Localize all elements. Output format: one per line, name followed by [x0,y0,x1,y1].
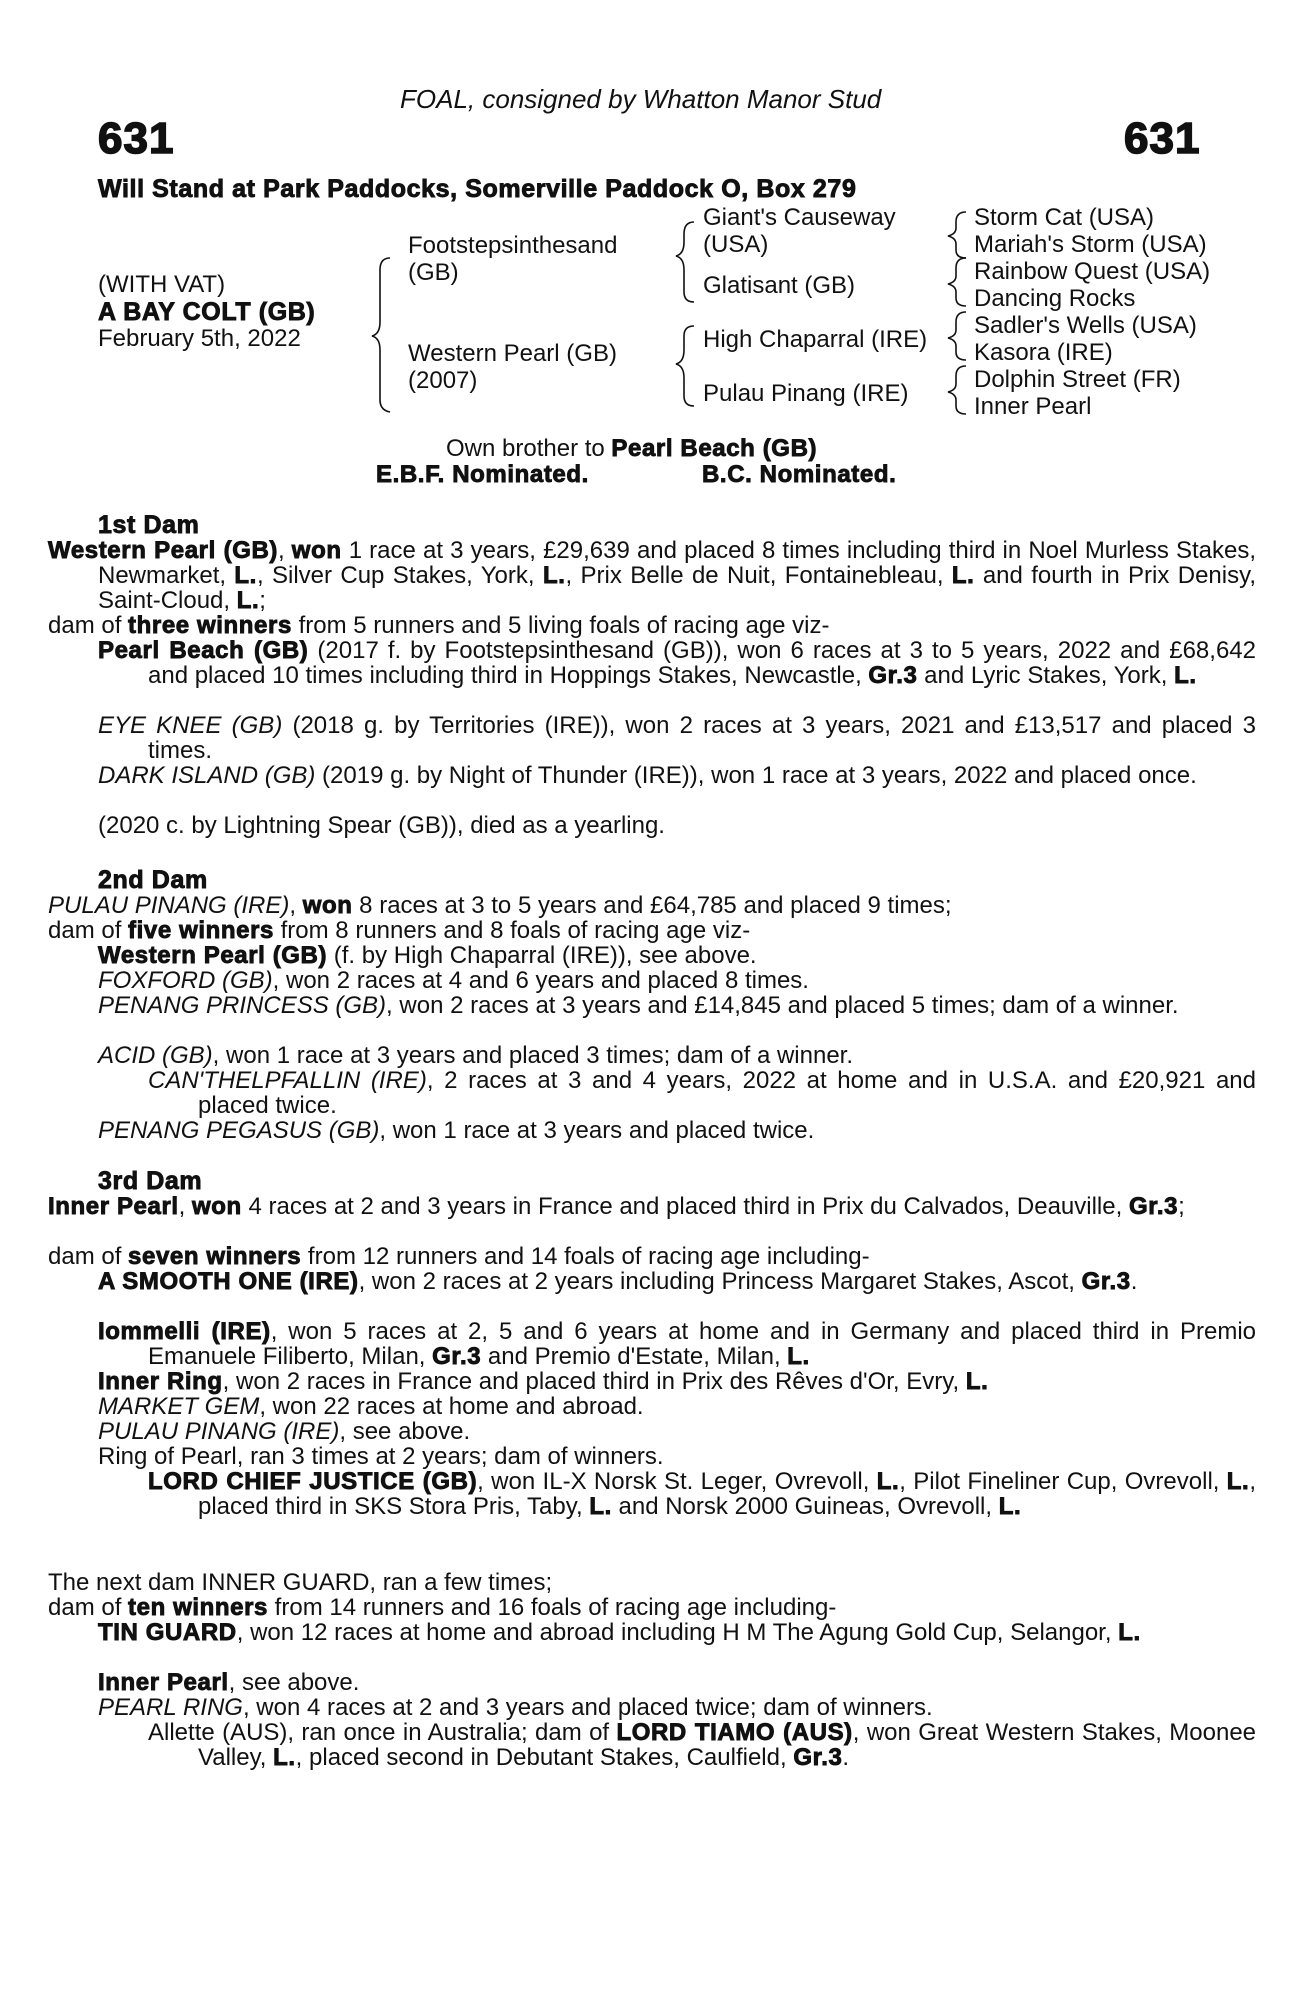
sire-country: (GB) [408,259,459,286]
sire-sire-country: (USA) [703,231,769,258]
dam-dam: Pulau Pinang (IRE) [703,380,909,407]
lot-number-right: 631 [1124,114,1201,163]
horse-name: A BAY COLT (GB) [98,298,316,326]
produce-pearl-ring: PEARL RING, won 4 races at 2 and 3 years and placed twice; dam of winners. [98,1694,933,1721]
next-dam-record: The next dam INNER GUARD, ran a few times; [48,1569,553,1596]
third-dam-record: Inner Pearl, won 4 races at 2 and 3 years in France and placed third in Prix du Calvados, Deauville, Gr.3; [48,1193,1185,1220]
second-dam-heading: 2nd Dam [98,866,208,894]
produce-acid: ACID (GB), won 1 race at 3 years and placed 3 times; dam of a winner. [98,1042,854,1069]
ggp-5: Sadler's Wells (USA) [974,312,1197,339]
ebf-nomination: E.B.F. Nominated. [376,461,589,488]
ggp-6: Kasora (IRE) [974,339,1113,366]
produce-tin-guard: TIN GUARD, won 12 races at home and abroad including H M The Agung Gold Cup, Selangor, L. [98,1619,1141,1646]
lot-number-left: 631 [98,114,175,163]
produce-inner-ring: Inner Ring, won 2 races in France and placed third in Prix des Rêves d'Or, Evry, L. [98,1368,989,1395]
produce-lord-chief-justice: LORD CHIEF JUSTICE (GB), won IL-X Norsk St. Leger, Ovrevoll, L., Pilot Fineliner Cup, Ovrevoll, L., placed third in SKS Stora Pris, Taby, L. and Norsk 2000 Guineas, Ovrevoll, L. [148,1468,1256,1520]
second-dam-produce-summary: dam of five winners from 8 runners and 8 foals of racing age viz- [48,917,751,944]
produce-pulau-pinang: PULAU PINANG (IRE), see above. [98,1418,471,1445]
produce-inner-pearl: Inner Pearl, see above. [98,1669,360,1696]
consignor-line: FOAL, consigned by Whatton Manor Stud [400,84,882,114]
ggp-1: Storm Cat (USA) [974,204,1155,231]
own-brother-note: Own brother to Pearl Beach (GB) [446,435,818,462]
produce-western-pearl: Western Pearl (GB) (f. by High Chaparral (IRE)), see above. [98,942,757,969]
produce-penang-princess: PENANG PRINCESS (GB), won 2 races at 3 years and £14,845 and placed 5 times; dam of a winner. [98,992,1179,1019]
next-dam-produce-summary: dam of ten winners from 14 runners and 16 foals of racing age including- [48,1594,837,1621]
vat-note: (WITH VAT) [98,271,226,298]
sire-name: Footstepsinthesand [408,232,618,259]
ggp-7: Dolphin Street (FR) [974,366,1181,393]
first-dam-record: Western Pearl (GB), won 1 race at 3 years, £29,639 and placed 8 times including third in Noel Murless Stakes, Newmarket, L., Silver Cup Stakes, York, L., Prix Belle de Nuit, Fontainebleau, L. and fourth in Prix Denisy, Saint-Cloud, L.; [48,537,1256,614]
dam-year: (2007) [408,367,478,394]
first-dam-heading: 1st Dam [98,511,200,539]
dam-sire: High Chaparral (IRE) [703,326,928,353]
third-dam-produce-summary: dam of seven winners from 12 runners and 14 foals of racing age including- [48,1243,870,1270]
foaling-date: February 5th, 2022 [98,325,301,352]
ggp-2: Mariah's Storm (USA) [974,231,1207,258]
produce-ring-of-pearl: Ring of Pearl, ran 3 times at 2 years; dam of winners. [98,1443,664,1470]
third-dam-heading: 3rd Dam [98,1167,203,1195]
produce-penang-pegasus: PENANG PEGASUS (GB), won 1 race at 3 years and placed twice. [98,1117,815,1144]
produce-2020-colt: (2020 c. by Lightning Spear (GB)), died as a yearling. [98,812,665,839]
sire-dam: Glatisant (GB) [703,272,856,299]
sire-sire: Giant's Causeway [703,204,896,231]
produce-pearl-beach: Pearl Beach (GB) (2017 f. by Footstepsinthesand (GB)), won 6 races at 3 to 5 years, 2022 and £68,642 and placed 10 times including third in Hoppings Stakes, Newcastle, Gr.3 and Lyric Stakes, York, L. [98,637,1256,689]
produce-foxford: FOXFORD (GB), won 2 races at 4 and 6 years and placed 8 times. [98,967,809,994]
stand-location: Will Stand at Park Paddocks, Somerville Paddock O, Box 279 [98,175,857,203]
produce-allette: Allette (AUS), ran once in Australia; dam of LORD TIAMO (AUS), won Great Western Stakes, Moonee Valley, L., placed second in Debutant Stakes, Caulfield, Gr.3. [148,1719,1257,1771]
ggp-4: Dancing Rocks [974,285,1136,312]
ggp-8: Inner Pearl [974,393,1092,420]
produce-eye-knee: EYE KNEE (GB) (2018 g. by Territories (IRE)), won 2 races at 3 years, 2021 and £13,517 and placed 3 times. [98,712,1256,764]
ggp-3: Rainbow Quest (USA) [974,258,1211,285]
produce-canthelpfallin: CAN'THELPFALLIN (IRE), 2 races at 3 and 4 years, 2022 at home and in U.S.A. and £20,921 and placed twice. [148,1067,1256,1119]
bc-nomination: B.C. Nominated. [702,461,897,488]
produce-dark-island: DARK ISLAND (GB) (2019 g. by Night of Thunder (IRE)), won 1 race at 3 years, 2022 and placed once. [98,762,1197,789]
first-dam-produce-summary: dam of three winners from 5 runners and 5 living foals of racing age viz- [48,612,830,639]
produce-iommelli: Iommelli (IRE), won 5 races at 2, 5 and 6 years at home and in Germany and placed third in Premio Emanuele Filiberto, Milan, Gr.3 and Premio d'Estate, Milan, L. [98,1318,1257,1370]
produce-a-smooth-one: A SMOOTH ONE (IRE), won 2 races at 2 years including Princess Margaret Stakes, Ascot, Gr.3. [98,1268,1138,1295]
produce-market-gem: MARKET GEM, won 22 races at home and abroad. [98,1393,644,1420]
second-dam-record: PULAU PINANG (IRE), won 8 races at 3 to 5 years and £64,785 and placed 9 times; [48,892,952,919]
dam-name: Western Pearl (GB) [408,340,617,367]
